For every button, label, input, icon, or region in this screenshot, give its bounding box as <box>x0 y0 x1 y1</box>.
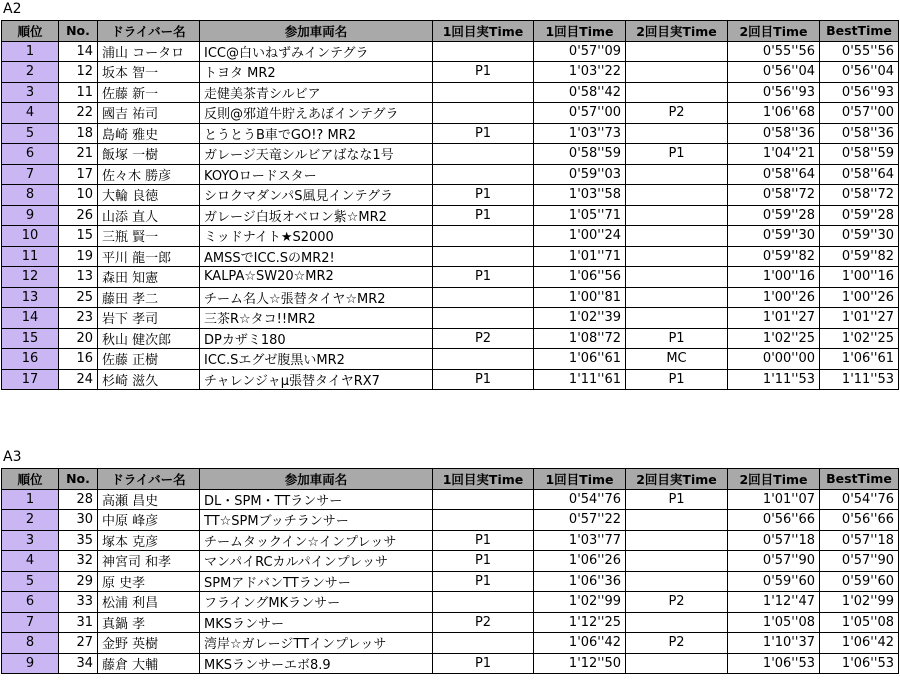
driver-name-cell: 中原 峰彦 <box>98 510 200 531</box>
table-row <box>2 551 899 572</box>
run1-penalty-cell <box>433 349 534 370</box>
driver-name-cell: 大輪 良徳 <box>98 185 200 206</box>
number-header: No. <box>59 21 98 42</box>
run1-penalty-cell: P1 <box>433 205 534 226</box>
run1-penalty-cell: P1 <box>433 267 534 288</box>
driver-name-cell: 三瓶 賢一 <box>98 226 200 247</box>
car-number-cell: 20 <box>59 328 98 349</box>
car-number-cell: 25 <box>59 287 98 308</box>
run1-penalty-cell: P1 <box>433 369 534 390</box>
car-name-cell: トヨタ MR2 <box>200 62 433 83</box>
best-time-cell: 0'57''18 <box>820 530 899 551</box>
run2-penalty-cell <box>626 123 728 144</box>
car-number-cell: 17 <box>59 164 98 185</box>
rank-header: 順位 <box>2 21 59 42</box>
car-name-cell: DPカザミ180 <box>200 328 433 349</box>
run1-penalty-cell <box>433 41 534 62</box>
table-row <box>2 246 899 267</box>
driver-name-cell: 佐藤 正樹 <box>98 349 200 370</box>
run2-time-cell: 1'00''16 <box>728 267 820 288</box>
run2-penalty-cell <box>626 612 728 633</box>
car-name-cell: ICC@白いねずみインテグラ <box>200 41 433 62</box>
run1-penalty-cell <box>433 82 534 103</box>
run1-penalty-cell: P1 <box>433 551 534 572</box>
rank-cell: 8 <box>2 185 59 206</box>
number-header: No. <box>59 469 98 490</box>
table-row <box>2 489 899 510</box>
table-row <box>2 369 899 390</box>
run2-time-cell: 0'56''66 <box>728 510 820 531</box>
car-number-cell: 29 <box>59 571 98 592</box>
run1-penalty-header: 1回目実Time <box>433 21 534 42</box>
rank-cell: 1 <box>2 41 59 62</box>
run2-time-cell: 0'59''60 <box>728 571 820 592</box>
table-row <box>2 205 899 226</box>
car-number-cell: 33 <box>59 592 98 613</box>
car-name-cell: AMSSでICC.SのMR2! <box>200 246 433 267</box>
driver-header: ドライバー名 <box>98 21 200 42</box>
driver-name-cell: 真鍋 孝 <box>98 612 200 633</box>
best-time-cell: 0'58''59 <box>820 144 899 165</box>
table-row <box>2 349 899 370</box>
run2-penalty-header: 2回目実Time <box>626 469 728 490</box>
run2-penalty-cell: P1 <box>626 369 728 390</box>
run1-time-cell: 1'06''42 <box>534 633 626 654</box>
run2-time-cell: 0'58''72 <box>728 185 820 206</box>
run1-penalty-cell: P2 <box>433 612 534 633</box>
car-name-cell: シロクマダンパS風見インテグラ <box>200 185 433 206</box>
rank-cell: 6 <box>2 592 59 613</box>
run2-time-cell: 1'02''25 <box>728 328 820 349</box>
table-row <box>2 571 899 592</box>
rank-cell: 3 <box>2 530 59 551</box>
run1-time-cell: 1'00''81 <box>534 287 626 308</box>
run2-time-cell: 1'01''07 <box>728 489 820 510</box>
table-row <box>2 123 899 144</box>
run2-penalty-cell <box>626 246 728 267</box>
run2-penalty-cell <box>626 267 728 288</box>
run2-penalty-cell <box>626 185 728 206</box>
best-time-cell: 0'59''60 <box>820 571 899 592</box>
driver-name-cell: 原 史孝 <box>98 571 200 592</box>
rank-cell: 2 <box>2 510 59 531</box>
run1-time-cell: 1'00''24 <box>534 226 626 247</box>
run2-time-cell: 0'59''82 <box>728 246 820 267</box>
car-name-cell: ミッドナイト★S2000 <box>200 226 433 247</box>
run1-penalty-cell: P1 <box>433 123 534 144</box>
run1-penalty-cell: P1 <box>433 62 534 83</box>
best-time-cell: 1'05''08 <box>820 612 899 633</box>
run1-time-cell: 0'59''03 <box>534 164 626 185</box>
best-time-header: BestTime <box>820 21 899 42</box>
table-row <box>2 185 899 206</box>
run2-time-cell: 0'59''28 <box>728 205 820 226</box>
table-row <box>2 82 899 103</box>
run2-penalty-cell: P2 <box>626 633 728 654</box>
table-row <box>2 164 899 185</box>
driver-name-cell: 杉崎 滋久 <box>98 369 200 390</box>
rank-header: 順位 <box>2 469 59 490</box>
car-number-cell: 30 <box>59 510 98 531</box>
run2-penalty-cell <box>626 287 728 308</box>
run1-time-header: 1回目Time <box>534 469 626 490</box>
car-name-cell: 湾岸☆ガレージTTインプレッサ <box>200 633 433 654</box>
run2-time-cell: 0'57''18 <box>728 530 820 551</box>
run1-time-cell: 1'08''72 <box>534 328 626 349</box>
run2-penalty-cell <box>626 205 728 226</box>
best-time-cell: 0'59''28 <box>820 205 899 226</box>
section-label-a3: A3 <box>3 449 22 465</box>
car-number-cell: 26 <box>59 205 98 226</box>
run1-time-cell: 0'57''22 <box>534 510 626 531</box>
rank-cell: 15 <box>2 328 59 349</box>
car-number-cell: 35 <box>59 530 98 551</box>
table-row <box>2 612 899 633</box>
car-name-cell: 走健美茶青シルビア <box>200 82 433 103</box>
car-name-cell: チャレンジャμ張替タイヤRX7 <box>200 369 433 390</box>
rank-cell: 2 <box>2 62 59 83</box>
car-number-cell: 19 <box>59 246 98 267</box>
run2-penalty-cell <box>626 653 728 674</box>
car-name-cell: TT☆SPMブッチランサー <box>200 510 433 531</box>
car-name-cell: 反則@邪道牛貯えあぼインテグラ <box>200 103 433 124</box>
run1-penalty-cell <box>433 633 534 654</box>
run1-time-cell: 1'03''58 <box>534 185 626 206</box>
driver-name-cell: 浦山 コータロ <box>98 41 200 62</box>
table-row <box>2 510 899 531</box>
run1-time-cell: 1'05''71 <box>534 205 626 226</box>
car-number-cell: 18 <box>59 123 98 144</box>
run2-penalty-cell: P1 <box>626 328 728 349</box>
best-time-cell: 0'56''66 <box>820 510 899 531</box>
rank-cell: 7 <box>2 612 59 633</box>
table-row <box>2 62 899 83</box>
best-time-cell: 0'58''36 <box>820 123 899 144</box>
rank-cell: 14 <box>2 308 59 329</box>
run2-penalty-cell <box>626 82 728 103</box>
driver-header: ドライバー名 <box>98 469 200 490</box>
run1-time-cell: 0'58''42 <box>534 82 626 103</box>
run1-time-cell: 1'02''99 <box>534 592 626 613</box>
best-time-cell: 1'02''25 <box>820 328 899 349</box>
run2-penalty-cell <box>626 308 728 329</box>
run2-time-cell: 0'58''64 <box>728 164 820 185</box>
best-time-cell: 1'00''26 <box>820 287 899 308</box>
car-number-cell: 16 <box>59 349 98 370</box>
run2-penalty-cell <box>626 571 728 592</box>
best-time-cell: 0'56''93 <box>820 82 899 103</box>
car-number-cell: 22 <box>59 103 98 124</box>
table-row <box>2 592 899 613</box>
rank-cell: 10 <box>2 226 59 247</box>
run2-time-cell: 0'57''90 <box>728 551 820 572</box>
rank-cell: 9 <box>2 653 59 674</box>
car-number-cell: 31 <box>59 612 98 633</box>
best-time-cell: 0'56''04 <box>820 62 899 83</box>
rank-cell: 8 <box>2 633 59 654</box>
car-name-cell: ガレージ天竜シルビアばなな1号 <box>200 144 433 165</box>
header-row <box>2 21 899 42</box>
run1-time-cell: 1'12''50 <box>534 653 626 674</box>
run2-penalty-cell: P2 <box>626 592 728 613</box>
car-number-cell: 27 <box>59 633 98 654</box>
run2-penalty-cell <box>626 226 728 247</box>
run2-penalty-cell <box>626 41 728 62</box>
run2-time-cell: 0'59''30 <box>728 226 820 247</box>
run1-penalty-cell <box>433 287 534 308</box>
run2-penalty-cell <box>626 62 728 83</box>
rank-cell: 9 <box>2 205 59 226</box>
rank-cell: 5 <box>2 571 59 592</box>
run1-time-cell: 0'57''09 <box>534 41 626 62</box>
car-number-cell: 13 <box>59 267 98 288</box>
rank-cell: 5 <box>2 123 59 144</box>
header-row <box>2 469 899 490</box>
car-header: 参加車両名 <box>200 21 433 42</box>
run1-penalty-cell <box>433 489 534 510</box>
car-number-cell: 14 <box>59 41 98 62</box>
run2-time-header: 2回目Time <box>728 21 820 42</box>
car-name-cell: ガレージ白坂オベロン紫☆MR2 <box>200 205 433 226</box>
car-name-cell: とうとうB車でGO!? MR2 <box>200 123 433 144</box>
run2-time-cell: 0'56''04 <box>728 62 820 83</box>
car-name-cell: KOYOロードスター <box>200 164 433 185</box>
car-name-cell: SPMアドバンTTランサー <box>200 571 433 592</box>
car-name-cell: MKSランサーエボ8.9 <box>200 653 433 674</box>
car-name-cell: 三茶R☆タコ!!MR2 <box>200 308 433 329</box>
best-time-cell: 0'58''64 <box>820 164 899 185</box>
driver-name-cell: 岩下 孝司 <box>98 308 200 329</box>
best-time-header: BestTime <box>820 469 899 490</box>
driver-name-cell: 秋山 健次郎 <box>98 328 200 349</box>
driver-name-cell: 金野 英樹 <box>98 633 200 654</box>
run2-time-cell: 0'56''93 <box>728 82 820 103</box>
rank-cell: 17 <box>2 369 59 390</box>
car-name-cell: MKSランサー <box>200 612 433 633</box>
run2-time-cell: 1'10''37 <box>728 633 820 654</box>
car-name-cell: チームタックイン☆インプレッサ <box>200 530 433 551</box>
rank-cell: 6 <box>2 144 59 165</box>
run1-penalty-cell: P1 <box>433 185 534 206</box>
run2-penalty-cell <box>626 530 728 551</box>
best-time-cell: 1'02''99 <box>820 592 899 613</box>
car-header: 参加車両名 <box>200 469 433 490</box>
run1-penalty-header: 1回目実Time <box>433 469 534 490</box>
section-label-a2: A2 <box>3 1 22 17</box>
driver-name-cell: 平川 龍一郎 <box>98 246 200 267</box>
driver-name-cell: 國吉 祐司 <box>98 103 200 124</box>
run1-penalty-cell <box>433 246 534 267</box>
best-time-cell: 0'54''76 <box>820 489 899 510</box>
run1-time-cell: 0'57''00 <box>534 103 626 124</box>
run1-time-cell: 0'58''59 <box>534 144 626 165</box>
run1-penalty-cell <box>433 103 534 124</box>
driver-name-cell: 松浦 利昌 <box>98 592 200 613</box>
table-row <box>2 633 899 654</box>
best-time-cell: 0'58''72 <box>820 185 899 206</box>
run2-penalty-cell <box>626 551 728 572</box>
run2-time-cell: 1'06''53 <box>728 653 820 674</box>
run2-time-cell: 0'55''56 <box>728 41 820 62</box>
car-name-cell: チーム名人☆張替タイヤ☆MR2 <box>200 287 433 308</box>
run2-penalty-cell: P2 <box>626 103 728 124</box>
car-name-cell: マンパイRCカルパインプレッサ <box>200 551 433 572</box>
run1-time-cell: 1'02''39 <box>534 308 626 329</box>
run1-time-cell: 1'06''56 <box>534 267 626 288</box>
run1-penalty-cell <box>433 144 534 165</box>
run1-penalty-cell <box>433 164 534 185</box>
driver-name-cell: 高瀬 昌史 <box>98 489 200 510</box>
driver-name-cell: 島崎 雅史 <box>98 123 200 144</box>
driver-name-cell: 神宮司 和孝 <box>98 551 200 572</box>
rank-cell: 1 <box>2 489 59 510</box>
table-row <box>2 103 899 124</box>
run1-penalty-cell: P2 <box>433 328 534 349</box>
best-time-cell: 1'06''53 <box>820 653 899 674</box>
driver-name-cell: 佐々木 勝彦 <box>98 164 200 185</box>
car-number-cell: 34 <box>59 653 98 674</box>
driver-name-cell: 森田 知憲 <box>98 267 200 288</box>
table-row <box>2 328 899 349</box>
rank-cell: 4 <box>2 551 59 572</box>
run2-time-cell: 0'00''00 <box>728 349 820 370</box>
run2-time-cell: 1'11''53 <box>728 369 820 390</box>
run2-penalty-cell: P1 <box>626 144 728 165</box>
driver-name-cell: 坂本 智一 <box>98 62 200 83</box>
car-number-cell: 12 <box>59 62 98 83</box>
best-time-cell: 1'01''27 <box>820 308 899 329</box>
table-row <box>2 41 899 62</box>
run2-penalty-header: 2回目実Time <box>626 21 728 42</box>
run1-time-cell: 1'06''61 <box>534 349 626 370</box>
driver-name-cell: 藤倉 大輔 <box>98 653 200 674</box>
run2-time-cell: 1'06''68 <box>728 103 820 124</box>
car-name-cell: ICC.Sエグゼ腹黒いMR2 <box>200 349 433 370</box>
best-time-cell: 1'06''42 <box>820 633 899 654</box>
best-time-cell: 0'59''30 <box>820 226 899 247</box>
car-number-cell: 32 <box>59 551 98 572</box>
run2-time-cell: 1'04''21 <box>728 144 820 165</box>
table-row <box>2 267 899 288</box>
best-time-cell: 0'57''90 <box>820 551 899 572</box>
rank-cell: 12 <box>2 267 59 288</box>
run1-time-cell: 0'54''76 <box>534 489 626 510</box>
run2-time-cell: 1'12''47 <box>728 592 820 613</box>
car-number-cell: 10 <box>59 185 98 206</box>
table-row <box>2 530 899 551</box>
best-time-cell: 0'57''00 <box>820 103 899 124</box>
run1-time-cell: 1'06''26 <box>534 551 626 572</box>
run1-penalty-cell: P1 <box>433 530 534 551</box>
table-row <box>2 287 899 308</box>
best-time-cell: 0'55''56 <box>820 41 899 62</box>
car-number-cell: 15 <box>59 226 98 247</box>
rank-cell: 3 <box>2 82 59 103</box>
run2-penalty-cell <box>626 510 728 531</box>
table-row <box>2 308 899 329</box>
driver-name-cell: 塚本 克彦 <box>98 530 200 551</box>
run1-time-cell: 1'03''73 <box>534 123 626 144</box>
run1-penalty-cell <box>433 226 534 247</box>
run2-penalty-cell <box>626 164 728 185</box>
driver-name-cell: 藤田 孝二 <box>98 287 200 308</box>
driver-name-cell: 飯塚 一樹 <box>98 144 200 165</box>
run1-penalty-cell: P1 <box>433 571 534 592</box>
car-name-cell: KALPA☆SW20☆MR2 <box>200 267 433 288</box>
results-table-a2 <box>1 20 899 390</box>
rank-cell: 13 <box>2 287 59 308</box>
run1-penalty-cell <box>433 510 534 531</box>
best-time-cell: 1'11''53 <box>820 369 899 390</box>
rank-cell: 4 <box>2 103 59 124</box>
rank-cell: 16 <box>2 349 59 370</box>
car-number-cell: 11 <box>59 82 98 103</box>
run1-time-cell: 1'01''71 <box>534 246 626 267</box>
run2-penalty-cell: MC <box>626 349 728 370</box>
run1-time-cell: 1'06''36 <box>534 571 626 592</box>
run1-penalty-cell <box>433 592 534 613</box>
rank-cell: 11 <box>2 246 59 267</box>
run2-penalty-cell: P1 <box>626 489 728 510</box>
driver-name-cell: 山添 直人 <box>98 205 200 226</box>
car-number-cell: 21 <box>59 144 98 165</box>
table-row <box>2 144 899 165</box>
run1-time-cell: 1'11''61 <box>534 369 626 390</box>
run1-time-cell: 1'03''77 <box>534 530 626 551</box>
driver-name-cell: 佐藤 新一 <box>98 82 200 103</box>
best-time-cell: 1'06''61 <box>820 349 899 370</box>
run2-time-cell: 1'05''08 <box>728 612 820 633</box>
rank-cell: 7 <box>2 164 59 185</box>
results-table-a3 <box>1 468 899 674</box>
table-row <box>2 226 899 247</box>
run1-time-cell: 1'12''25 <box>534 612 626 633</box>
car-number-cell: 23 <box>59 308 98 329</box>
run2-time-cell: 0'58''36 <box>728 123 820 144</box>
car-name-cell: DL・SPM・TTランサー <box>200 489 433 510</box>
car-number-cell: 24 <box>59 369 98 390</box>
run1-time-header: 1回目Time <box>534 21 626 42</box>
best-time-cell: 0'59''82 <box>820 246 899 267</box>
car-name-cell: フライングMKランサー <box>200 592 433 613</box>
run1-penalty-cell <box>433 308 534 329</box>
run2-time-cell: 1'01''27 <box>728 308 820 329</box>
run1-time-cell: 1'03''22 <box>534 62 626 83</box>
run2-time-cell: 1'00''26 <box>728 287 820 308</box>
best-time-cell: 1'00''16 <box>820 267 899 288</box>
car-number-cell: 28 <box>59 489 98 510</box>
run1-penalty-cell: P1 <box>433 653 534 674</box>
table-row <box>2 653 899 674</box>
run2-time-header: 2回目Time <box>728 469 820 490</box>
